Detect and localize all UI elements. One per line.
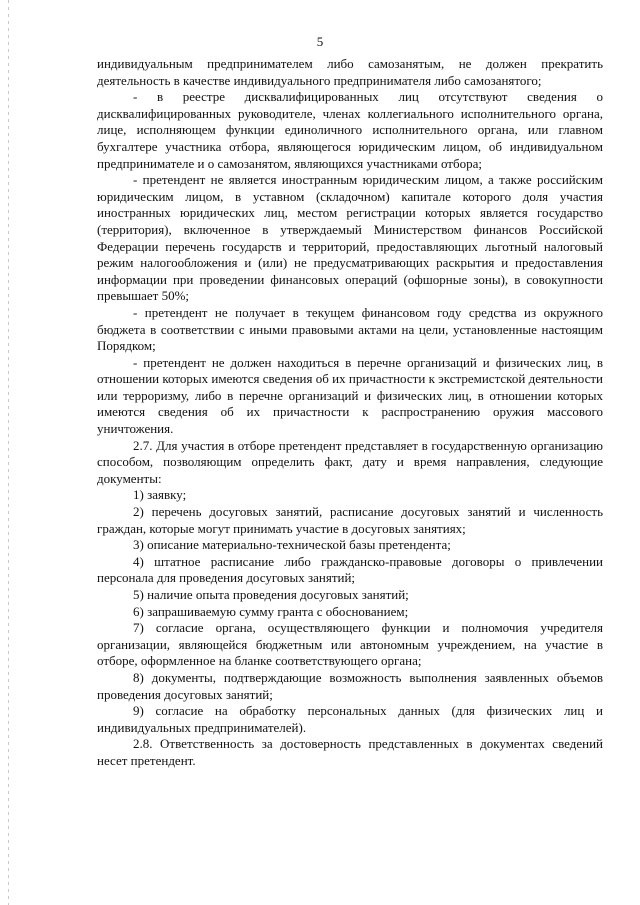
paragraph-no-other-funds: - претендент не получает в текущем финансовом году средства из окружного бюджета в соответствии с иными правовыми актами на цели, установленные настоящим Порядком;: [97, 304, 603, 354]
list-item-experience: 5) наличие опыта проведения досуговых занятий;: [133, 587, 409, 602]
scan-edge-mark: [8, 0, 9, 905]
list-item-grant-amount: 6) запрашиваемую сумму гранта с обоснованием;: [133, 603, 409, 619]
document-body: [97, 56, 603, 770]
page-number: 5: [316, 34, 324, 49]
paragraph-continuation: индивидуальным предпринимателем либо самозанятым, не должен прекратить деятельность в качестве индивидуального предпринимателя либо самозанятого;: [97, 56, 603, 88]
list-item-application: 1) заявку;: [133, 487, 187, 503]
list-item-capacity-documents: 8) документы, подтверждающие возможность выполнения заявленных объемов проведения досуговых занятий;: [97, 669, 603, 702]
list-item-founder-consent: 7) согласие органа, осуществляющего функции и полномочия учредителя организации, являющейся бюджетным или автономным учреждением, на участие в отборе, оформленное на бланке соответствующего органа;: [97, 620, 603, 669]
list-item-personal-data-consent: 9) согласие на обработку персональных данных (для физических лиц и индивидуальных предпринимателей).: [97, 703, 603, 735]
list-item-activities-schedule: 2) перечень досуговых занятий, расписание досуговых занятий и численность граждан, которые могут принимать участие в досуговых занятиях;: [97, 504, 603, 536]
paragraph-extremism-list: - претендент не должен находиться в перечне организаций и физических лиц, в отношении которых имеются сведения об их причастности к экстремистской деятельности или терроризму, либо в перечне организаций и физических лиц, в отношении которых имеются сведения об их причастности к распространению оружия массового уничтожения.: [97, 354, 603, 437]
paragraph-section-2-7: 2.7. Для участия в отборе претендент представляет в государственную организацию способом, позволяющим определить факт, дату и время направления, следующие документы:: [97, 437, 603, 486]
paragraph-foreign-entity: - претендент не является иностранным юридическим лицом, а также российским юридическим лицом, в уставном (складочном) капитале которого доля участия иностранных юридических лиц, местом регистрации которых является государство (территория), включенное в утверждаемый Министерством финансов Российской Федерации перечень государств и территорий, предоставляющих льготный налоговый режим налогообложения и (или) не предусматривающих раскрытия и предоставления информации при проведении финансовых операций (офшорные зоны), в совокупности превышает 50%;: [97, 172, 603, 304]
list-item-staff-schedule: 4) штатное расписание либо гражданско-правовые договоры о привлечении персонала для проведения досуговых занятий;: [97, 553, 603, 586]
list-item-material-base: 3) описание материально-технической базы претендента;: [133, 537, 451, 553]
paragraph-disqualified-registry: - в реестре дисквалифицированных лиц отсутствуют сведения о дисквалифицированных руководителе, членах коллегиального исполнительного органа, лице, исполняющем функции единоличного исполнительного органа, или главном бухгалтере участника отбора, являющегося юридическим лицом, об индивидуальном предпринимателе и о самозанятом, являющихся участниками отбора;: [97, 89, 603, 171]
paragraph-section-2-8: 2.8. Ответственность за достоверность представленных в документах сведений несет претендент.: [97, 736, 603, 768]
